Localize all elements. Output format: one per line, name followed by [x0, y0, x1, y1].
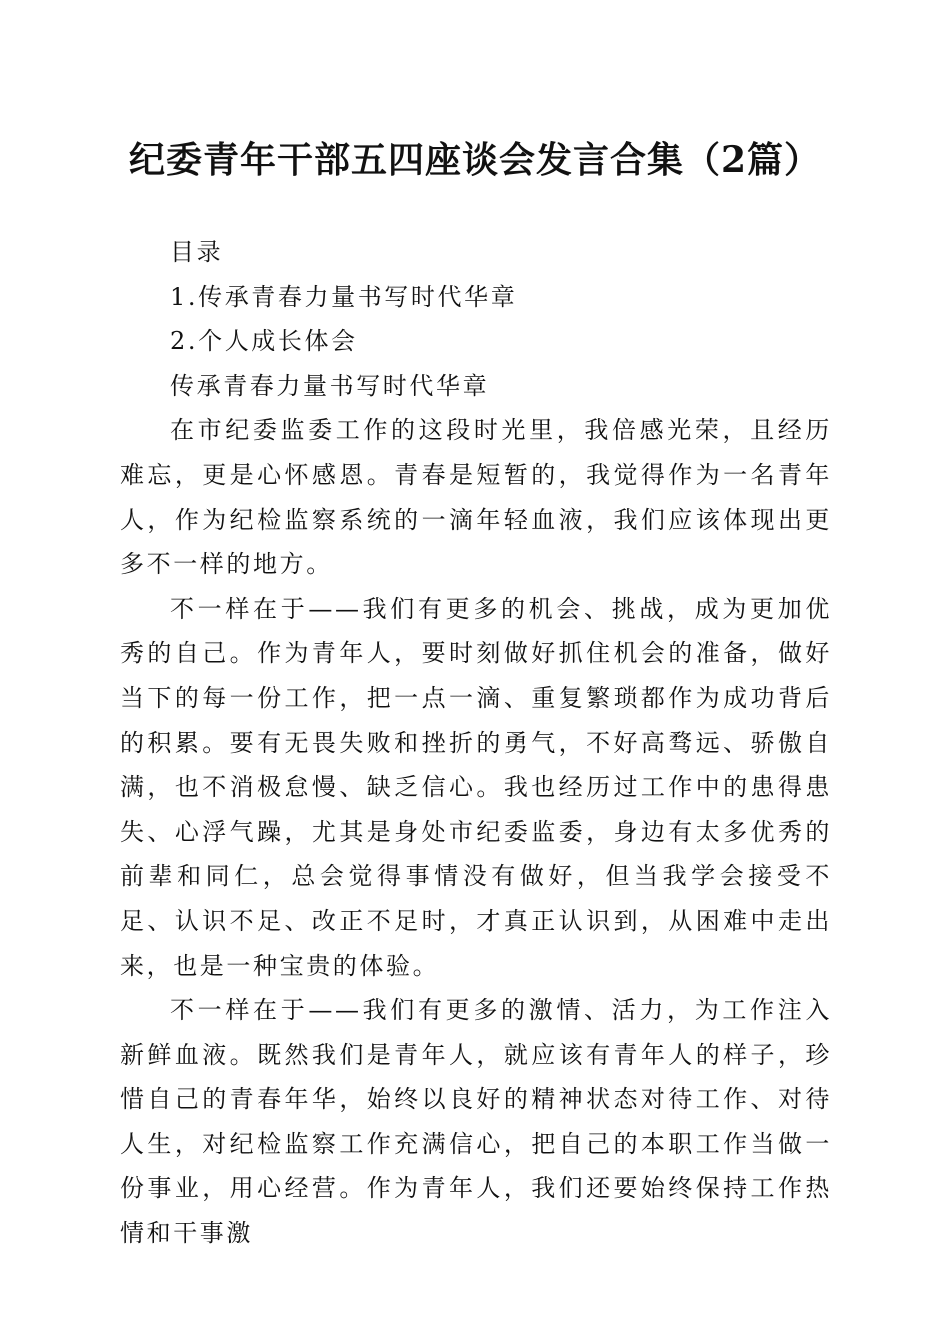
- toc-heading: 目录: [170, 238, 224, 266]
- paragraph: 在市纪委监委工作的这段时光里，我倍感光荣，且经历难忘，更是心怀感恩。青春是短暂的，我觉得作为一名青年人，作为纪检监察系统的一滴年轻血液，我们应该体现出更多不一样的地方。: [120, 416, 832, 579]
- document-title: 纪委青年干部五四座谈会发言合集（2篇）: [128, 139, 822, 181]
- paragraph: 不一样在于——我们有更多的机会、挑战，成为更加优秀的自己。作为青年人，要时刻做好抓住机会的准备，做好当下的每一份工作，把一点一滴、重复繁琐都作为成功背后的积累。要有无畏失败和挫折的勇气，不好高骛远、骄傲自满，也不消极怠慢、缺乏信心。我也经历过工作中的患得患失、心浮气躁，尤其是身处市纪委监委，身边有太多优秀的前辈和同仁，总会觉得事情没有做好，但当我学会接受不足、认识不足、改正不足时，才真正认识到，从困难中走出来，也是一种宝贵的体验。: [120, 594, 832, 980]
- toc-item: 1.传承青春力量书写时代华章: [170, 282, 518, 311]
- paragraph: 不一样在于——我们有更多的激情、活力，为工作注入新鲜血液。既然我们是青年人，就应该有青年人的样子，珍惜自己的青春年华，始终以良好的精神状态对待工作、对待人生，对纪检监察工作充满信心，把自己的本职工作当做一份事业，用心经营。作为青年人，我们还要始终保持工作热情和干事激: [120, 996, 832, 1248]
- document-body: [120, 230, 832, 1256]
- section-heading: 传承青春力量书写时代华章: [170, 371, 490, 400]
- toc-item: 2.个人成长体会: [170, 327, 358, 356]
